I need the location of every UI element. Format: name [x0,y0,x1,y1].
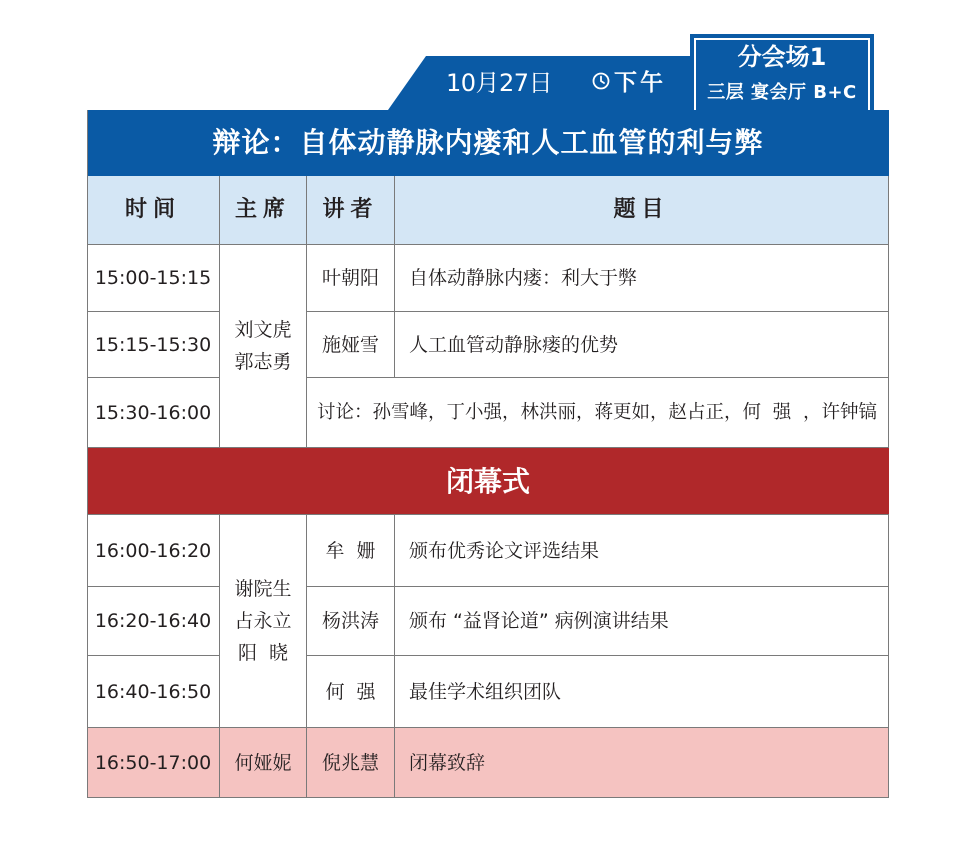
chair-name: 郭志勇 [234,351,292,373]
header-time: 时间 [87,176,220,245]
row-speaker: 牟 姗 [307,515,395,587]
header-speaker: 讲者 [307,176,395,245]
row-topic: 自体动静脉内瘘：利大于弊 [395,245,889,312]
row-speaker: 杨洪涛 [307,587,395,656]
final-row-chair: 何娅妮 [220,728,307,798]
final-row-topic: 闭幕致辞 [395,728,889,798]
chair-name: 阳 晓 [237,642,289,664]
row-speaker: 何 强 [307,656,395,728]
closing-chairs [220,515,307,728]
chair-name: 刘文虎 [234,319,292,341]
venue-room: 三层 宴会厅 B+C [707,82,857,103]
chair-name: 占永立 [234,610,292,632]
row-topic: 颁布优秀论文评选结果 [395,515,889,587]
row-time: 16:00-16:20 [87,515,220,587]
clock-icon [592,72,610,90]
row-topic: 人工血管动静脉瘘的优势 [395,312,889,378]
venue-title: 分会场1 [737,43,827,71]
discussion-panel: 讨论：孙雪峰，丁小强，林洪丽，蒋更如，赵占正，何 强 ，许钟镐 [307,378,889,448]
final-row-time: 16:50-17:00 [87,728,220,798]
session-title: 辩论：自体动静脉内瘘和人工血管的利与弊 [87,110,889,176]
session-date: 10月27日 [446,69,553,97]
row-time: 16:20-16:40 [87,587,220,656]
row-time: 15:00-15:15 [87,245,220,312]
final-row-speaker: 倪兆慧 [307,728,395,798]
row-time: 16:40-16:50 [87,656,220,728]
closing-title: 闭幕式 [87,448,889,515]
session-period: 下午 [614,70,666,96]
row-speaker: 叶朝阳 [307,245,395,312]
chair-name: 谢院生 [234,578,292,600]
row-speaker: 施娅雪 [307,312,395,378]
row-time: 15:15-15:30 [87,312,220,378]
row-time: 15:30-16:00 [87,378,220,448]
session-chairs [220,245,307,448]
header-topic: 题目 [395,176,889,245]
header-chair: 主席 [220,176,307,245]
row-topic: 颁布 “益肾论道” 病例演讲结果 [395,587,889,656]
row-topic: 最佳学术组织团队 [395,656,889,728]
